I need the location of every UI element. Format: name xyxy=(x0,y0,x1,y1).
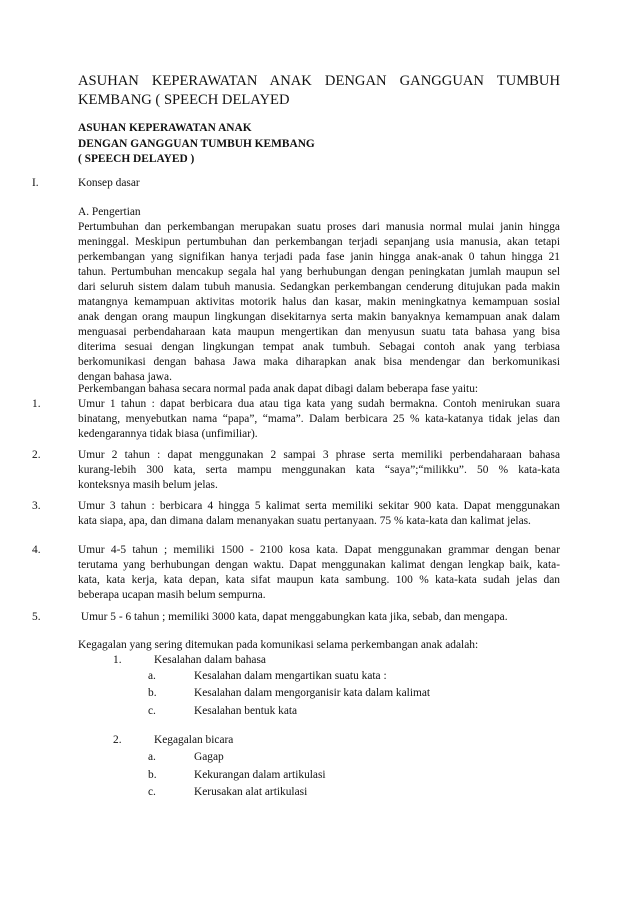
sub-item-text: Kesalahan dalam mengorganisir kata dalam kalimat xyxy=(194,687,431,699)
paragraph-line: meninggal. Meskipun pertumbuhan dan perkembangan terjadi sepanjang usia manusia, akan tetapi xyxy=(78,236,560,248)
pengertian-paragraph xyxy=(78,220,560,385)
group-label: Kesalahan dalam bahasa xyxy=(154,654,266,666)
sub-item-text: Kekurangan dalam artikulasi xyxy=(194,769,326,781)
document-title xyxy=(78,72,560,110)
list-item-line: Umur 3 tahun : berbicara 4 hingga 5 kalimat serta memiliki sekitar 900 kata. Dapat menggunakan xyxy=(78,500,560,512)
list-item xyxy=(78,448,560,493)
list-item-line: kata siapa, apa, dan dimana dalam menanyakan suatu pertanyaan. 75 % kata-kata dan kalimat jelas. xyxy=(78,515,531,527)
list-item xyxy=(78,397,560,442)
sub-item-letter: b. xyxy=(148,687,157,699)
paragraph-line: perkembangan yang signifikan hanya terjadi pada fase janin hingga anak-anak 0 tahun hingga 21 xyxy=(78,251,560,263)
list-item-line: Umur 1 tahun : dapat berbicara dua atau tiga kata yang sudah bermakna. Contoh menirukan suara xyxy=(78,398,560,410)
section-number: I. xyxy=(32,177,39,189)
list-item-line: Umur 2 tahun : dapat menggunakan 2 sampai 3 phrase serta memiliki perbendaharaan bahasa xyxy=(78,449,560,461)
sub-item-text: Kesalahan bentuk kata xyxy=(194,705,298,717)
pengertian-heading xyxy=(78,205,560,220)
list-number: 1. xyxy=(32,398,41,410)
list-number: 5. xyxy=(32,611,41,623)
group-number: 2. xyxy=(113,734,122,746)
list-number: 2. xyxy=(32,449,41,461)
paragraph-line: Pertumbuhan dan perkembangan merupakan suatu proses dari manusia normal mulai janin hingga xyxy=(78,221,560,233)
subheading-line-2: DENGAN GANGGUAN TUMBUH KEMBANG xyxy=(78,137,315,150)
list-item-line: kurang-lebih 300 kata, serta mampu menggunakan kata “saya”;“milikku”. 50 % kata-kata xyxy=(78,464,560,476)
list-item-line: Umur 4-5 tahun ; memiliki 1500 - 2100 kosa kata. Dapat menggunakan grammar dengan benar xyxy=(78,544,560,556)
list-item xyxy=(78,499,560,529)
sub-item-text: Gagap xyxy=(194,751,224,763)
paragraph-line: berkomunikasi dengan bahasa Jawa maka diharapkan anak bisa mendengar dan berkomunikasi xyxy=(78,356,560,368)
sub-item-text: Kesalahan dalam mengartikan suatu kata : xyxy=(194,670,387,682)
paragraph-line: anak dengan orang maupun lingkungan disekitarnya serta makin banyaknya kemampuan anak dalam xyxy=(78,311,560,323)
list-item-line: kedengarannya tidak biasa (unfimiliar). xyxy=(78,428,258,440)
list-item-line: beberapa ucapan masih belum sempurna. xyxy=(78,589,266,601)
paragraph-line: matangnya kemampuan aktivitas motorik halus dan kasar, makin meningkatnya kemampuan sosial xyxy=(78,296,560,308)
sub-item-letter: a. xyxy=(148,751,156,763)
title-line-1: ASUHAN KEPERAWATAN ANAK DENGAN GANGGUAN TUMBUH xyxy=(78,73,560,89)
sub-item-letter: b. xyxy=(148,769,157,781)
sub-item-letter: c. xyxy=(148,705,156,717)
list-item-line: konteksnya masih belum jelas. xyxy=(78,479,218,491)
group-label: Kegagalan bicara xyxy=(154,734,234,746)
section-heading xyxy=(32,176,140,191)
list-number: 3. xyxy=(32,500,41,512)
list-item-line: Umur 5 - 6 tahun ; memiliki 3000 kata, dapat menggabungkan kata jika, sebab, dan mengapa. xyxy=(78,611,508,623)
section-label: Konsep dasar xyxy=(78,177,140,189)
list-item-line: binatang, menyebutkan nama “papa”, “mama”. Dalam berbicara 25 % kata-katanya tidak jelas dan xyxy=(78,413,560,425)
subheading-line-3: ( SPEECH DELAYED ) xyxy=(78,153,195,165)
sub-item-letter: a. xyxy=(148,670,156,682)
list-item xyxy=(78,610,560,625)
kegagalan-intro-text: Kegagalan yang sering ditemukan pada komunikasi selama perkembangan anak adalah: xyxy=(78,639,479,651)
list-item-line: terutama yang berhubungan dengan waktu. Dapat menggunakan kalimat dengan lengkap baik, kata- xyxy=(78,559,560,571)
list-item xyxy=(78,543,560,603)
paragraph-line: dengan bahasa jawa. xyxy=(78,371,172,383)
paragraph-line: menguasai perbendaharaan kata maupun mengertikan dan menyusun suatu tata bahasa yang bisa xyxy=(78,326,560,338)
kegagalan-intro xyxy=(78,638,560,653)
subheading xyxy=(78,121,315,168)
paragraph-line: diterima sesuai dengan lingkungan tempat anak tumbuh. Sebagai contoh anak yang terbiasa xyxy=(78,341,560,353)
sub-item-letter: c. xyxy=(148,786,156,798)
paragraph-line: dari seluruh sistem dalam tubuh manusia. Sedangkan perkembangan cenderung ditujukan pada makin xyxy=(78,281,560,293)
group-number: 1. xyxy=(113,654,122,666)
fase-intro xyxy=(78,382,560,397)
paragraph-line: tahun. Pertumbuhan mencakup segala hal yang berhubungan dengan peningkatan jumlah maupun sel xyxy=(78,266,560,278)
pengertian-heading-text: A. Pengertian xyxy=(78,206,141,218)
sub-item-text: Kerusakan alat artikulasi xyxy=(194,786,308,798)
fase-intro-text: Perkembangan bahasa secara normal pada anak dapat dibagi dalam beberapa fase yaitu: xyxy=(78,383,479,395)
list-item-line: kata, kata kerja, kata depan, kata sifat maupun kata sambung. 100 % kata-kata sudah jelas dan xyxy=(78,574,560,586)
subheading-line-1: ASUHAN KEPERAWATAN ANAK xyxy=(78,122,252,134)
list-number: 4. xyxy=(32,544,41,556)
title-line-2: KEMBANG ( SPEECH DELAYED xyxy=(78,92,290,108)
